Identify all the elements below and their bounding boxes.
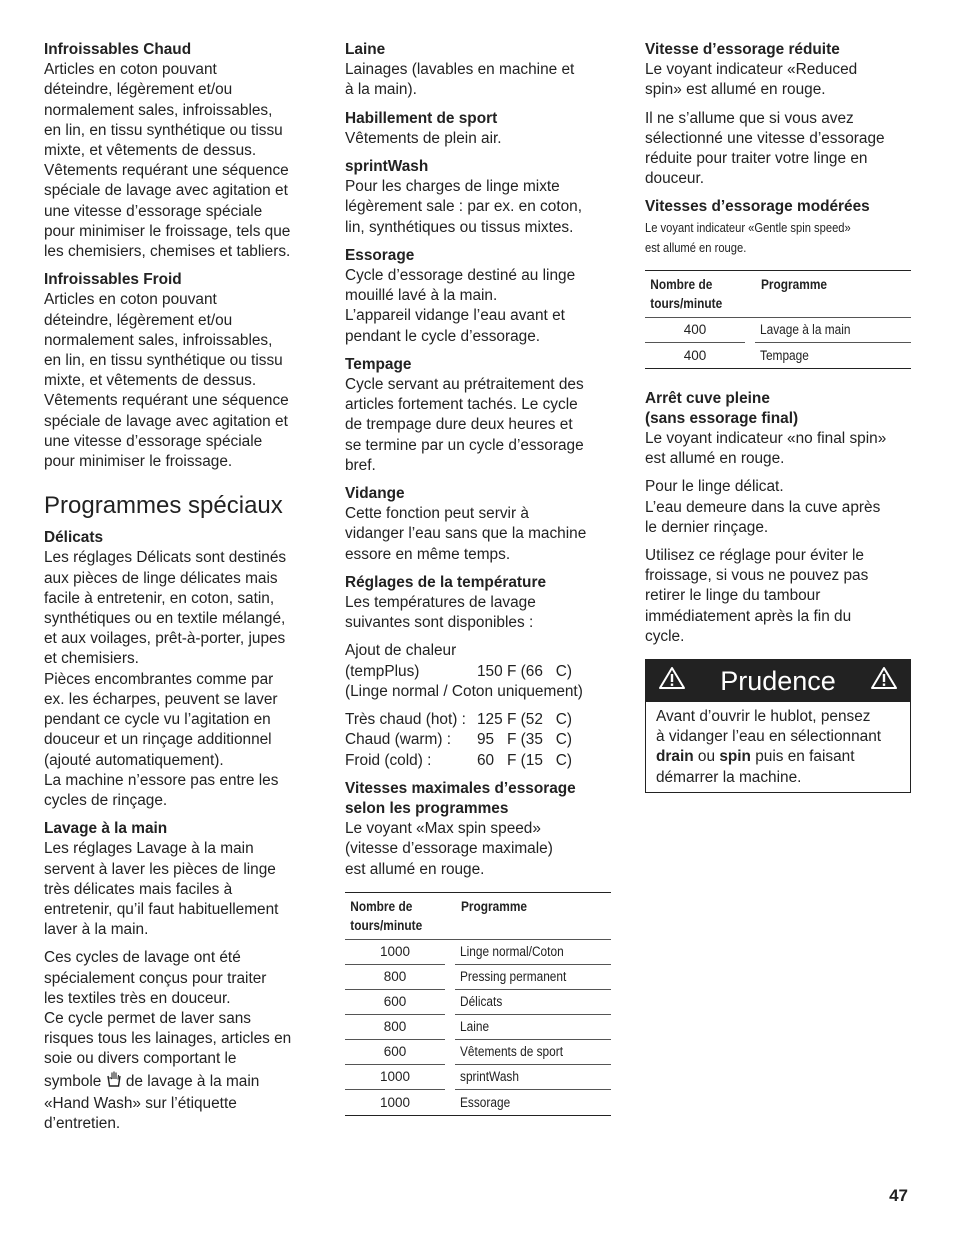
section-infroissables-chaud — [44, 40, 314, 262]
heading-infroissables-froid: Infroissables Froid — [44, 271, 182, 289]
ajout-note: (Linge normal / Coton uniquement) — [345, 682, 583, 700]
cell-programme: sprintWash — [455, 1064, 611, 1090]
table-row — [345, 1090, 611, 1115]
section-habillement-sport — [345, 109, 613, 149]
cell-rpm: 1000 — [379, 1094, 411, 1110]
section-sprintwash — [345, 157, 613, 238]
table-row — [345, 940, 611, 965]
cell-rpm: 800 — [345, 1014, 445, 1040]
cell-programme: Vêtements de sport — [455, 1039, 611, 1065]
text-vitesse-reduite: Le voyant indicateur «Reduced spin» est allumé en rouge. — [645, 61, 858, 99]
temp-row-warm — [345, 730, 613, 750]
text-vitesses-maximales: Le voyant «Max spin speed» (vitesse d’essorage maximale) est allumé en rouge. — [345, 820, 553, 878]
heading-arret-cuve-pleine: Arrêt cuve pleine (sans essorage final) — [645, 389, 799, 427]
heading-vitesse-reduite: Vitesse d’essorage réduite — [645, 41, 840, 58]
cell-programme: Tempage — [760, 347, 809, 363]
temp-cold-value: 60 — [477, 751, 495, 769]
section-lavage-main — [44, 819, 314, 940]
heading-vitesses-moderees: Vitesses d’essorage modérées — [645, 198, 870, 216]
col-header-rpm: Nombre de tours/minute — [350, 898, 423, 933]
warning-triangle-icon — [658, 666, 686, 696]
section-vitesses-moderees — [645, 197, 913, 257]
ajout-sublabel: (tempPlus) — [345, 662, 420, 680]
prudence-ou: ou — [693, 748, 720, 766]
section-vitesse-reduite — [645, 40, 913, 101]
column-right — [645, 40, 913, 793]
warning-triangle-icon — [870, 666, 898, 696]
table-row — [645, 318, 911, 343]
table-row — [345, 1040, 611, 1065]
cell-programme: Délicats — [455, 989, 611, 1015]
col-header-programme: Programme — [461, 898, 528, 914]
text-vitesses-moderees-2: est allumé en rouge. — [645, 239, 747, 255]
text-habillement-sport: Vêtements de plein air. — [345, 129, 502, 147]
ajout-row — [345, 662, 613, 682]
heading-tempage: Tempage — [345, 355, 412, 373]
ajout-label: Ajout de chaleur — [345, 642, 457, 660]
section-infroissables-froid — [44, 270, 314, 472]
heading-sprintwash: sprintWash — [345, 158, 429, 176]
table-row — [345, 990, 611, 1015]
prudence-text-3: démarrer la machine. — [656, 768, 802, 786]
heading-essorage: Essorage — [345, 246, 415, 264]
cell-rpm: 1000 — [345, 1064, 445, 1090]
text-temperature: Les températures de lavage suivantes sont disponibles : — [345, 594, 536, 632]
prudence-spin: spin — [719, 748, 751, 766]
heading-delicats: Délicats — [44, 529, 104, 547]
text-delicats: Les réglages Délicats sont destinés aux pièces de linge délicates mais facile à entretenir, en coton, satin, synthétiques ou en textile mélangé, et aux voilages, prêt-à-porter, jupes et chemisiers. Pièces encombrantes comme par ex. les écharpes, peuvent se laver pendant ce cycle vu l’agitation en douceur et un rinçage additionnel (ajouté automatiquement). La machine n’essore pas entre les cycles de rinçage. — [44, 549, 287, 809]
prudence-drain: drain — [656, 748, 694, 766]
text-tempage: Cycle servant au prétraitement des articles fortement tachés. Le cycle de trempage dure deux heures et se termine par un cycle d’essorage bref. — [345, 376, 584, 474]
heading-habillement-sport: Habillement de sport — [345, 109, 498, 127]
cell-programme: Lavage à la main — [755, 317, 911, 343]
prudence-text-2: puis en faisant — [750, 748, 855, 766]
text-laine: Lainages (lavables en machine et à la main). — [345, 61, 575, 99]
table-row — [345, 1015, 611, 1040]
text-vitesses-moderees-1: Le voyant indicateur «Gentle spin speed» — [645, 219, 851, 235]
cell-programme: Laine — [455, 1014, 611, 1040]
text-arret-froissage: Utilisez ce réglage pour éviter le froissage, si vous ne pouvez pas retirer le linge du tambour immédiatement après la fin du cycle. — [645, 547, 869, 645]
heading-vidange: Vidange — [345, 485, 405, 503]
col-header-programme: Programme — [761, 276, 828, 292]
temp-row-hot — [345, 710, 613, 730]
section-arret-cuve-pleine — [645, 389, 913, 470]
table-max-spin-header — [345, 893, 611, 940]
section-tempage — [345, 355, 613, 476]
section-laine — [345, 40, 613, 101]
text-symbole: symbole — [44, 1072, 102, 1090]
cell-programme: Linge normal/Coton — [455, 939, 611, 965]
cell-rpm: 600 — [345, 989, 445, 1015]
temperature-ajout — [345, 641, 613, 702]
hand-wash-icon — [106, 1070, 122, 1094]
text-essorage: Cycle d’essorage destiné au linge mouillé lavé à la main. L’appareil vidange l’eau avant et pendant le cycle d’essorage. — [345, 267, 576, 345]
col-header-rpm: Nombre de tours/minute — [650, 276, 723, 311]
text-hand-wash-etiquette: «Hand Wash» sur l’étiquette d’entretien. — [44, 1094, 237, 1132]
text-arret-cuve-pleine: Le voyant indicateur «no final spin» est allumé en rouge. — [645, 430, 887, 468]
temp-cold-unit: F (15 C) — [507, 751, 572, 769]
temp-row-cold — [345, 751, 613, 771]
text-vitesse-reduite-details: Il ne s’allume que si vous avez sélectionné une vitesse d’essorage réduite pour traiter votre linge en douceur. — [645, 109, 885, 188]
section-vidange — [345, 484, 613, 565]
text-infroissables-froid: Articles en coton pouvant déteindre, légèrement et/ou normalement sales, infroissables, en lin, en tissu synthétique ou tissu mixte, et vêtements de dessus. Vêtements requérant une séquence spéciale de lavage avec agitation et une vitesse d’essorage spéciale pour minimiser le froissage. — [44, 291, 289, 471]
section-arret-linge-delicat — [645, 477, 913, 538]
temp-cold-label: Froid (cold) : — [345, 751, 432, 769]
text-vidange: Cette fonction peut servir à vidanger l’eau sans que la machine essore en même temps. — [345, 505, 587, 563]
cell-rpm: 400 — [645, 317, 745, 343]
table-gentle-spin — [645, 270, 911, 369]
section-vitesses-maximales — [345, 779, 613, 880]
page-number: 47 — [889, 1186, 908, 1205]
text-arret-linge-delicat: Pour le linge délicat. L’eau demeure dans la cuve après le dernier rinçage. — [645, 478, 881, 536]
ajout-unit: F (66 C) — [507, 662, 572, 680]
cell-programme: Essorage — [460, 1094, 511, 1110]
heading-vitesses-maximales: Vitesses maximales d’essorage selon les programmes — [345, 779, 576, 817]
text-lavage-main-details: Ces cycles de lavage ont été spécialement conçus pour traiter les textiles très en douceur. Ce cycle permet de laver sans risques tous les lainages, articles en soie ou divers comportant le — [44, 949, 292, 1068]
section-lavage-main-details — [44, 948, 314, 1134]
ajout-value: 150 — [477, 662, 503, 680]
section-essorage — [345, 246, 613, 347]
text-infroissables-chaud: Articles en coton pouvant déteindre, légèrement et/ou normalement sales, infroissables, en lin, en tissu synthétique ou tissu mixte, et vêtements de dessus. Vêtements requérant une séquence spéciale de lavage avec agitation et une vitesse d’essorage spéciale pour minimiser le froissage, tels que les chemisiers, chemises et tabliers. — [44, 61, 291, 261]
text-sprintwash: Pour les charges de linge mixte légèrement sale : par ex. en coton, lin, synthétiques ou tissus mixtes. — [345, 178, 582, 236]
temp-hot-label: Très chaud (hot) : — [345, 711, 466, 729]
heading-infroissables-chaud: Infroissables Chaud — [44, 41, 192, 58]
cell-rpm: 800 — [345, 964, 445, 990]
temp-warm-label: Chaud (warm) : — [345, 731, 452, 749]
heading-lavage-main: Lavage à la main — [44, 820, 168, 838]
temp-warm-unit: F (35 C) — [507, 731, 572, 749]
column-left — [44, 40, 314, 1142]
temp-warm-value: 95 — [477, 731, 495, 749]
column-middle — [345, 40, 613, 1116]
section-title-programmes-speciaux: Programmes spéciaux — [44, 492, 283, 520]
prudence-title: Prudence — [720, 665, 836, 696]
text-lavage-main-symbole: de lavage à la main — [125, 1072, 260, 1090]
cell-rpm: 600 — [345, 1039, 445, 1065]
cell-programme: Pressing permanent — [455, 964, 611, 990]
heading-laine: Laine — [345, 41, 386, 58]
section-delicats — [44, 528, 314, 811]
section-temperature — [345, 573, 613, 634]
prudence-header — [646, 660, 910, 702]
prudence-warning-box — [645, 659, 911, 793]
cell-rpm: 1000 — [345, 939, 445, 965]
section-vitesse-reduite-details — [645, 109, 913, 190]
temp-hot-unit: F (52 C) — [507, 711, 572, 729]
table-max-spin — [345, 892, 611, 1116]
table-row — [345, 965, 611, 990]
table-row — [345, 1065, 611, 1090]
cell-rpm: 400 — [683, 347, 707, 363]
temperature-list — [345, 710, 613, 771]
prudence-body — [646, 702, 910, 792]
prudence-text-1: Avant d’ouvrir le hublot, pensez à vidanger l’eau en sélectionnant — [656, 708, 882, 746]
text-lavage-main: Les réglages Lavage à la main servent à laver les pièces de linge très délicates mais faciles à entretenir, qu’il faut habituellement laver à la main. — [44, 840, 279, 939]
heading-temperature: Réglages de la température — [345, 573, 547, 591]
temp-hot-value: 125 — [477, 711, 503, 729]
table-row — [645, 343, 911, 368]
table-gentle-spin-header — [645, 271, 911, 318]
section-arret-froissage — [645, 546, 913, 647]
